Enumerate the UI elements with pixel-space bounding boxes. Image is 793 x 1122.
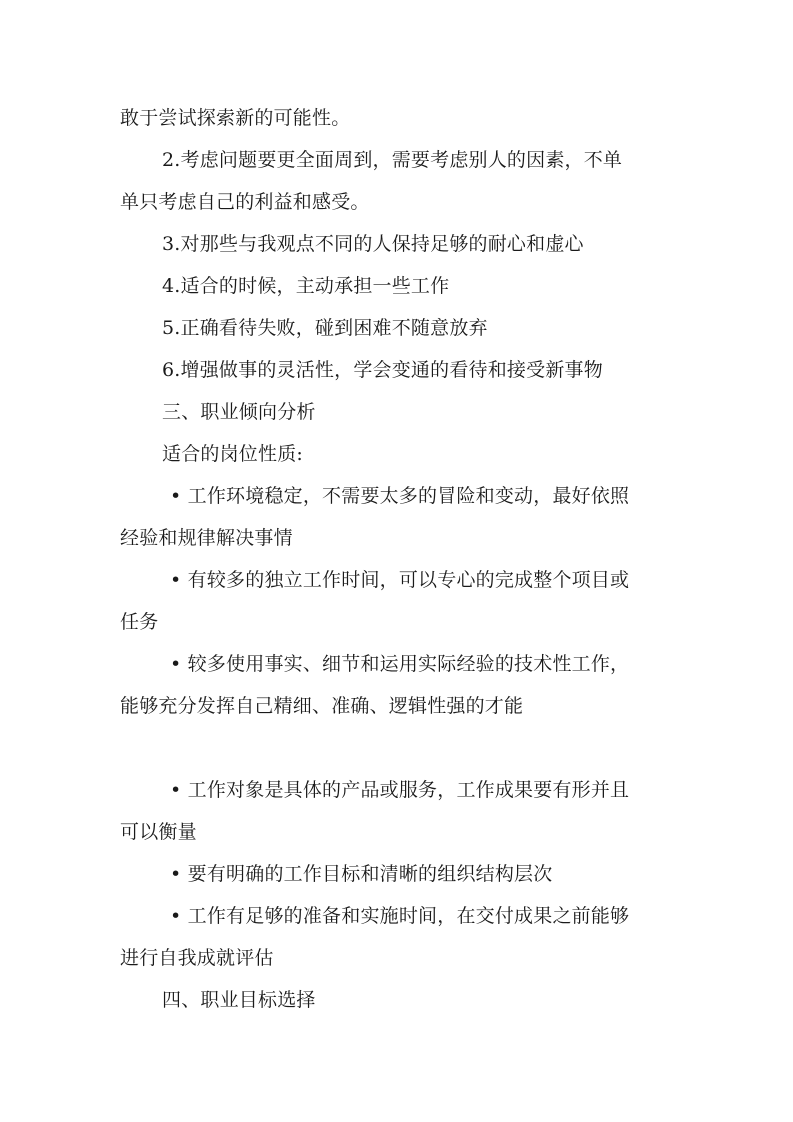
bullet-item: • 工作有足够的准备和实施时间，在交付成果之前能够 [170,905,630,927]
bullet-item: • 要有明确的工作目标和清晰的组织结构层次 [170,863,553,885]
section-heading: 四、职业目标选择 [162,989,316,1011]
list-item-2: 2.考虑问题要更全面周到，需要考虑别人的因素，不单 [162,149,623,171]
list-item-6: 6.增强做事的灵活性，学会变通的看待和接受新事物 [162,359,603,381]
section-heading: 三、职业倾向分析 [162,401,316,423]
paragraph-line: 任务 [120,611,159,633]
list-item-4: 4.适合的时候，主动承担一些工作 [162,275,450,297]
bullet-item: • 较多使用事实、细节和运用实际经验的技术性工作， [170,653,630,675]
list-item-5: 5.正确看待失败，碰到困难不随意放弃 [162,317,488,339]
paragraph-line: 经验和规律解决事情 [120,527,293,549]
paragraph-line: 单只考虑自己的利益和感受。 [120,191,370,213]
paragraph-line: 进行自我成就评估 [120,947,274,969]
paragraph-line: 敢于尝试探索新的可能性。 [120,107,351,129]
bullet-item: • 工作环境稳定，不需要太多的冒险和变动，最好依照 [170,485,630,507]
bullet-item: • 有较多的独立工作时间，可以专心的完成整个项目或 [170,569,630,591]
paragraph-line: 可以衡量 [120,821,197,843]
paragraph-line: 能够充分发挥自己精细、准确、逻辑性强的才能 [120,695,524,717]
subheading: 适合的岗位性质: [162,443,304,465]
bullet-item: • 工作对象是具体的产品或服务，工作成果要有形并且 [170,779,630,801]
list-item-3: 3.对那些与我观点不同的人保持足够的耐心和虚心 [162,233,584,255]
